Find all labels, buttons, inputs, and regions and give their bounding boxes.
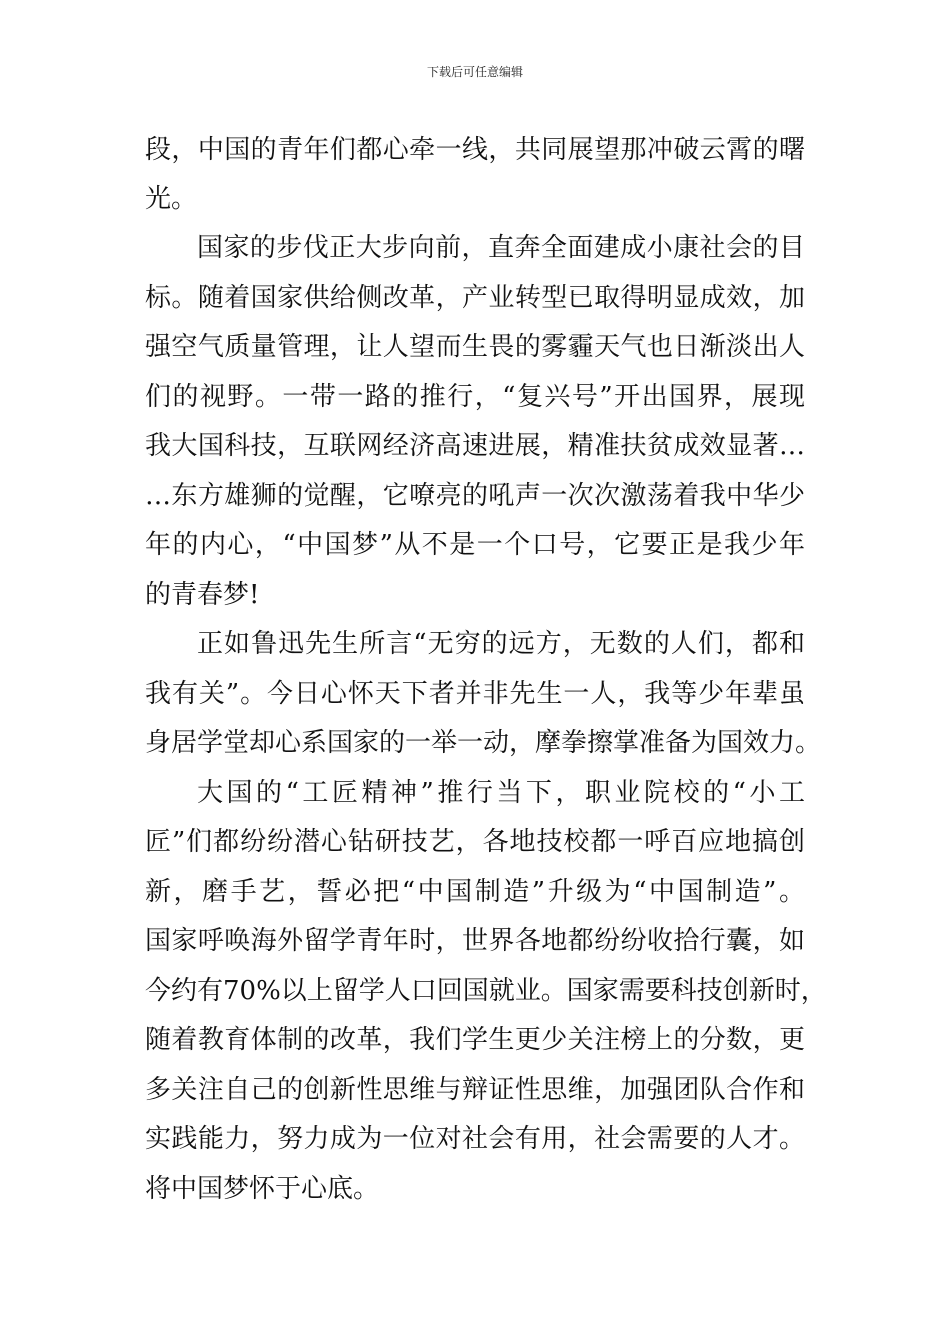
text-line: 国家呼唤海外留学青年时，世界各地都纷纷收拾行囊，如 xyxy=(145,926,805,956)
text-line: 正如鲁迅先生所言“无穷的远方，无数的人们，都和 xyxy=(197,629,805,659)
text-line: …东方雄狮的觉醒，它嘹亮的吼声一次次激荡着我中华少 xyxy=(145,481,805,511)
text-line: 我有关”。今日心怀天下者并非先生一人，我等少年辈虽 xyxy=(145,679,805,709)
text-line: 将中国梦怀于心底。 xyxy=(145,1174,380,1204)
text-line: 标。随着国家供给侧改革，产业转型已取得明显成效，加 xyxy=(145,283,805,313)
text-line: 国家的步伐正大步向前，直奔全面建成小康社会的目 xyxy=(197,233,805,263)
text-line: 今约有70%以上留学人口回国就业。国家需要科技创新时， xyxy=(145,976,827,1006)
text-line: 段，中国的青年们都心牵一线，共同展望那冲破云霄的曙 xyxy=(145,135,805,165)
page-header: 下载后可任意编辑 xyxy=(426,65,523,79)
text-line: 随着教育体制的改革，我们学生更少关注榜上的分数，更 xyxy=(145,1025,805,1055)
text-line: 匠”们都纷纷潜心钻研技艺，各地技校都一呼百应地搞创 xyxy=(145,827,805,857)
text-line: 们的视野。一带一路的推行，“复兴号”开出国界，展现 xyxy=(145,382,805,412)
text-line: 大国的“工匠精神”推行当下，职业院校的“小工 xyxy=(197,778,805,808)
text-line: 实践能力，努力成为一位对社会有用，社会需要的人才。 xyxy=(145,1124,805,1154)
text-line: 强空气质量管理，让人望而生畏的雾霾天气也日渐淡出人 xyxy=(145,332,805,362)
text-line: 新，磨手艺，誓必把“中国制造”升级为“中国制造”。 xyxy=(145,877,805,907)
text-line: 身居学堂却心系国家的一举一动，摩拳擦掌准备为国效力。 xyxy=(145,728,822,758)
text-line: 光。 xyxy=(145,184,198,214)
text-line: 我大国科技，互联网经济高速进展，精准扶贫成效显著… xyxy=(145,431,805,461)
text-line: 的青春梦! xyxy=(145,580,260,610)
text-line: 多关注自己的创新性思维与辩证性思维，加强团队合作和 xyxy=(145,1075,805,1105)
text-line: 年的内心，“中国梦”从不是一个口号，它要正是我少年 xyxy=(145,530,805,560)
